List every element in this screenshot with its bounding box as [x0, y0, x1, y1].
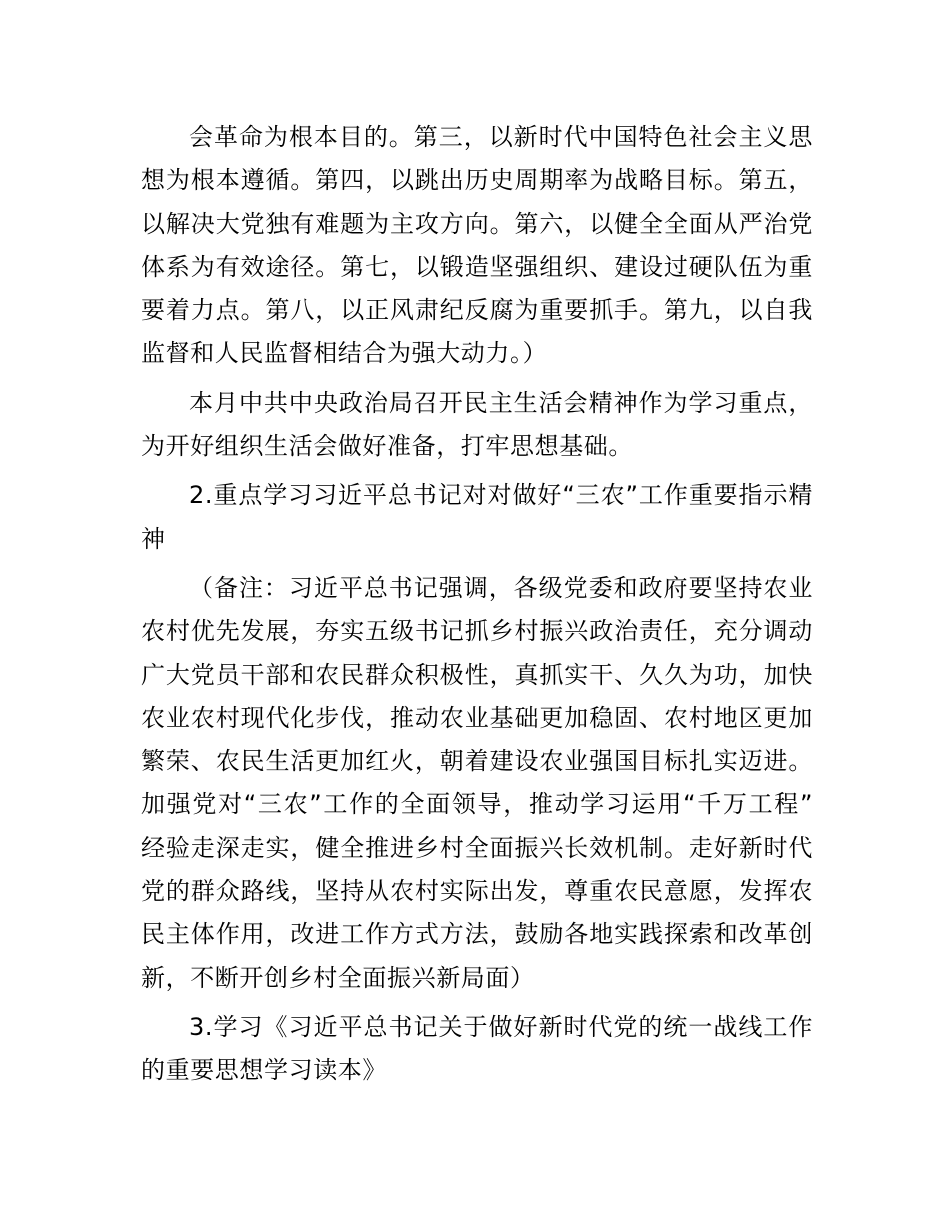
paragraph-p1	[141, 116, 813, 376]
text-line: 党的群众路线，坚持从农村实际出发，尊重农民意愿，发挥农	[141, 877, 813, 906]
text-line: 为开好组织生活会做好准备，打牢思想基础。	[141, 432, 633, 461]
text-line: 本月中共中央政治局召开民主生活会精神作为学习重点，	[189, 388, 813, 417]
text-line: 新，不断开创乡村全面振兴新局面）	[141, 963, 535, 992]
paragraph-p2	[141, 382, 813, 469]
text-line: 3.学习《习近平总书记关于做好新时代党的统一战线工作	[189, 1012, 813, 1041]
text-line: 经验走深走实，健全推进乡村全面振兴长效机制。走好新时代	[141, 833, 813, 862]
document-body	[141, 116, 813, 1099]
text-line: 农业农村现代化步伐，推动农业基础更加稳固、农村地区更加	[141, 703, 813, 732]
paragraph-p5	[141, 1006, 813, 1093]
text-line: （备注：习近平总书记强调，各级党委和政府要坚持农业	[189, 573, 813, 602]
paragraph-p3	[141, 474, 813, 561]
paragraph-p4	[141, 567, 813, 1000]
text-line: 神	[141, 524, 166, 553]
text-line: 农村优先发展，夯实五级书记抓乡村振兴政治责任，充分调动	[141, 617, 813, 646]
text-line: 加强党对“三农”工作的全面领导，推动学习运用“千万工程”	[141, 790, 813, 819]
text-line: 以解决大党独有难题为主攻方向。第六，以健全全面从严治党	[141, 209, 813, 238]
text-line: 2.重点学习习近平总书记对对做好“三农”工作重要指示精	[189, 481, 813, 510]
text-line: 监督和人民监督相结合为强大动力。）	[141, 339, 548, 368]
text-line: 的重要思想学习读本》	[141, 1056, 387, 1085]
text-line: 繁荣、农民生活更加红火，朝着建设农业强国目标扎实迈进。	[141, 747, 813, 776]
text-line: 想为根本遵循。第四，以跳出历史周期率为战略目标。第五，	[141, 166, 813, 195]
text-line: 民主体作用，改进工作方式方法，鼓励各地实践探索和改革创	[141, 920, 813, 949]
text-line: 体系为有效途径。第七，以锻造坚强组织、建设过硬队伍为重	[141, 252, 813, 281]
text-line: 广大党员干部和农民群众积极性，真抓实干、久久为功，加快	[141, 660, 813, 689]
text-line: 会革命为根本目的。第三，以新时代中国特色社会主义思	[189, 123, 813, 151]
text-line: 要着力点。第八，以正风肃纪反腐为重要抓手。第九，以自我	[141, 296, 813, 325]
